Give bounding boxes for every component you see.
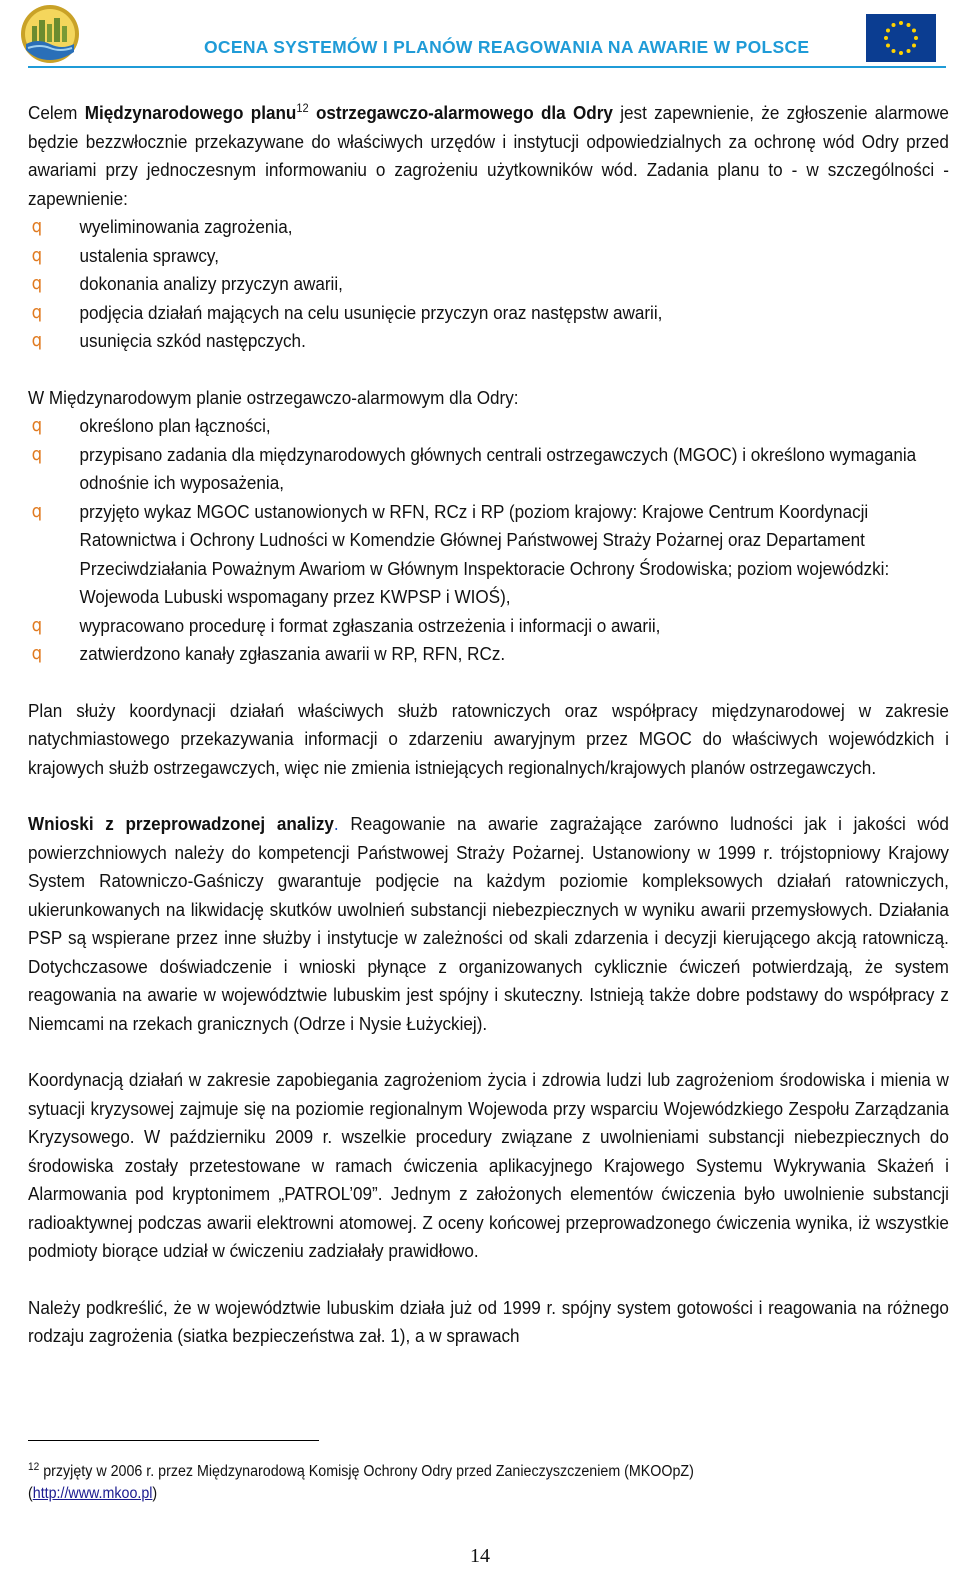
page-header (0, 0, 960, 70)
bullet-icon: q (31, 330, 43, 351)
regional-logo-icon (20, 4, 80, 64)
list-item (28, 327, 949, 356)
list-item-text: wypracowano procedurę i format zgłaszania ostrzeżenia i informacji o awarii, (79, 614, 661, 636)
list-item (28, 612, 949, 641)
bold-term: Międzynarodowego planu (84, 102, 297, 123)
list-item-text: ustalenia sprawcy, (79, 244, 219, 266)
footnote-divider (28, 1440, 319, 1441)
bullet-icon: q (31, 443, 43, 465)
header-divider (28, 66, 946, 68)
list-item-text: zatwierdzono kanały zgłaszania awarii w RP, RFN, RCz. (79, 643, 506, 664)
bullet-icon: q (31, 643, 43, 664)
bullet-icon: q (31, 614, 43, 636)
list-item-text: usunięcia szkód następczych. (79, 330, 306, 351)
bold-term: ostrzegawczo-alarmowego dla Odry (308, 102, 613, 123)
page-number: 14 (470, 1545, 490, 1567)
footnote (28, 1456, 930, 1505)
list-item (28, 498, 949, 612)
list-item (28, 270, 949, 299)
header-title: OCENA SYSTEMÓW I PLANÓW REAGOWANIA NA AWARIE W POLSCE (204, 37, 810, 57)
spacer (28, 356, 949, 384)
paragraph-plan-purpose (28, 99, 949, 213)
bullet-icon: q (31, 273, 43, 294)
bullet-icon: q (31, 415, 43, 436)
tasks-list (28, 213, 949, 356)
list-item-text: wyeliminowania zagrożenia, (79, 216, 293, 237)
eu-flag-icon (866, 14, 936, 62)
list-item (28, 441, 949, 498)
list-item (28, 299, 949, 328)
paren-close: ) (152, 1485, 158, 1503)
text-span: Reagowanie na awarie zagrażające zarówno ludności jak i jakości wód powierzchniowych należy do kompetencji Państwowej Straży Pożarnej. Ustanowiony w 1999 r. trójstopniowy Krajowy System Ratowniczo-Gaśniczy gwarantuje podjęcie na każdym poziomie kompleksowych działań ratowniczych, ukierunkowanych na likwidację skutków uwolnień substancji niebezpiecznych w wyniku awarii przemysłowych. Działania PSP są wspierane przez inne służby i instytucje w zależności od skali zdarzenia i decyzji kierującego akcją ratowniczą. Dotychczasowe doświadczenie i wnioski płynące z organizowanych cyklicznie ćwiczeń potwierdzają, że system reagowania na awarie w województwie lubuskim jest spójny i skuteczny. Istnieją także dobre podstawy do współpracy z Niemcami na rzekach granicznych (Odrze i Nysie Łużyckiej). (28, 813, 949, 1034)
list-item-text: przypisano zadania dla międzynarodowych głównych centrali ostrzegawczych (MGOC) i określono wymagania odnośnie ich wyposażenia, (79, 443, 917, 493)
paragraph-plan-contents: W Międzynarodowym planie ostrzegawczo-alarmowym dla Odry: (28, 386, 519, 408)
footnote-number: 12 (28, 1461, 40, 1473)
conclusions-heading: Wnioski z przeprowadzonej analizy (28, 813, 334, 834)
list-item-text: podjęcia działań mających na celu usunięcie przyczyn oraz następstw awarii, (79, 301, 663, 323)
list-item (28, 213, 949, 242)
list-item (28, 640, 949, 669)
list-item-text: określono plan łączności, (79, 415, 271, 436)
footnote-reference: 12 (296, 100, 309, 115)
bullet-icon: q (31, 301, 43, 323)
list-item-text: przyjęto wykaz MGOC ustanowionych w RFN, RCz i RP (poziom krajowy: Krajowe Centrum Koordynacji Ratownictwa i Ochrony Ludności w Komendzie Głównej Państwowej Straży Pożarnej oraz Departament Przeciwdziałania Poważnym Awariom w Głównym Inspektoracie Ochrony Środowiska; poziom wojewódzki: Wojewoda Lubuski wspomagany przez KWPSP i WIOŚ), (79, 500, 890, 607)
footnote-text: przyjęty w 2006 r. przez Międzynarodową Komisję Ochrony Odry przed Zanieczyszczeniem (MKOOpZ) (39, 1463, 694, 1481)
footnote-link[interactable]: http://www.mkoo.pl (32, 1485, 153, 1503)
bullet-icon: q (31, 216, 43, 237)
text-span: Celem (28, 102, 85, 123)
document-body (28, 99, 949, 1351)
paragraph-readiness-system: Należy podkreślić, że w województwie lubuskim działa już od 1999 r. spójny system gotowości i reagowania na różnego rodzaju zagrożenia (siatka bezpieczeństwa zał. 1), a w sprawach (28, 1296, 949, 1346)
text-span: jest zapewnienie, że zgłoszenie alarmowe będzie bezzwłocznie przekazywane do właściwych urzędów i instytucji odpowiedzialnych za ochronę wód Odry przed awariami przy jednoczesnym informowaniu o zagrożeniu użytkowników wód. Zadania planu to - w szczególności - zapewnienie: (28, 102, 949, 209)
bullet-icon: q (31, 500, 43, 522)
paragraph-conclusions (28, 810, 949, 1038)
heading-period: . (333, 813, 339, 834)
spacer (28, 782, 949, 810)
paragraph-plan-coordination: Plan służy koordynacji działań właściwych służb ratowniczych oraz współpracy międzynarodowej w zakresie natychmiastowego przekazywania informacji o zdarzeniu awaryjnym przez MGOC do właściwych wojewódzkich i krajowych służb ostrzegawczych, więc nie zmienia istniejących regionalnych/krajowych planów ostrzegawczych. (28, 699, 949, 778)
spacer (28, 1266, 949, 1294)
bullet-icon: q (31, 244, 43, 266)
list-item-text: dokonania analizy przyczyn awarii, (79, 273, 343, 294)
paragraph-crisis-coordination: Koordynacją działań w zakresie zapobiegania zagrożeniom życia i zdrowia ludzi lub zagrożeniom środowiska i mienia w sytuacji kryzysowej zajmuje się na poziomie regionalnym Wojewoda przy wsparciu Wojewódzkiego Zespołu Zarządzania Kryzysowego. W październiku 2009 r. wszelkie procedury związane z uwolnieniami substancji niebezpiecznych do środowiska zostały przetestowane w ramach ćwiczenia aplikacyjnego Krajowego Systemu Wykrywania Skażeń i Alarmowania pod kryptonimem „PATROL’09”. Jednym z założonych elementów ćwiczenia było uwolnienie substancji radioaktywnej podczas awarii elektrowni atomowej. Z oceny końcowej przeprowadzonego ćwiczenia wynika, iż wszystkie podmioty biorące udział w ćwiczeniu zadziałały prawidłowo. (28, 1069, 949, 1261)
list-item (28, 412, 949, 441)
plan-contents-list (28, 412, 949, 669)
spacer (28, 1038, 949, 1066)
paren-open: ( (28, 1485, 33, 1503)
list-item (28, 242, 949, 271)
spacer (28, 669, 949, 697)
